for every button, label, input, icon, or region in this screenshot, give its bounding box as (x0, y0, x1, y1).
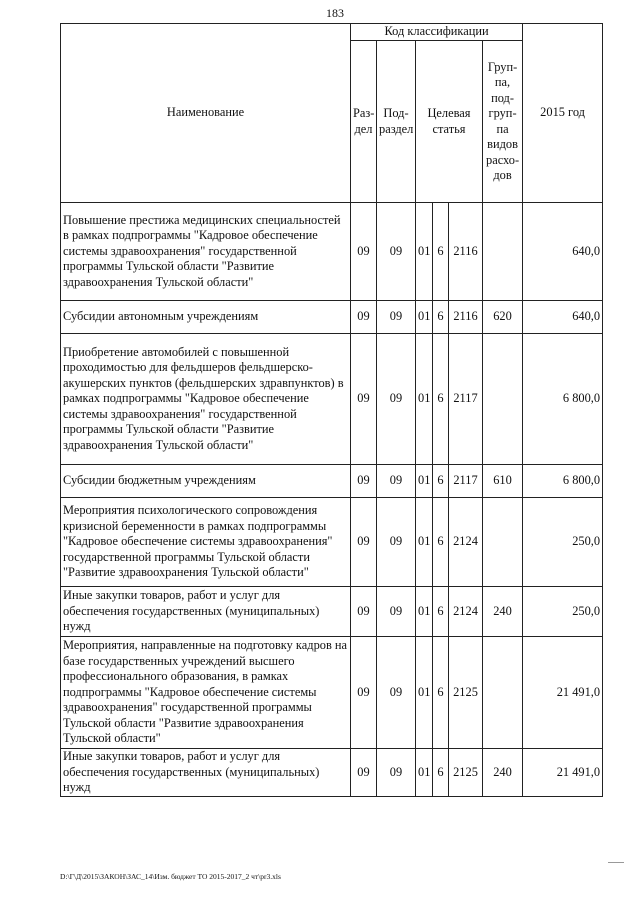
row-target-subprogram: 6 (433, 587, 449, 637)
row-target-subprogram: 6 (433, 749, 449, 797)
row-target-subprogram: 6 (433, 637, 449, 749)
header-target: Целевая статья (416, 41, 483, 203)
row-podrazdel: 09 (377, 203, 416, 301)
row-target-direction: 2116 (449, 301, 483, 334)
row-target-program: 01 (416, 203, 433, 301)
header-code: Код классификации (351, 24, 523, 41)
row-target-subprogram: 6 (433, 334, 449, 465)
row-target-subprogram: 6 (433, 301, 449, 334)
table-row (61, 301, 603, 334)
row-target-direction: 2117 (449, 465, 483, 498)
row-target-program: 01 (416, 587, 433, 637)
table-row (61, 498, 603, 587)
row-name: Приобретение автомобилей с повышенной проходимостью для фельдшеров фельдшерско-акушерских пунктов (фельдшерских здравпунктов) в рамках подпрограммы "Кадровое обеспечение системы здравоохранения" государственной программы Тульской области "Развитие здравоохранения Тульской области" (61, 334, 351, 465)
header-razdel: Раз- дел (351, 41, 377, 203)
row-target-direction: 2125 (449, 637, 483, 749)
row-target-program: 01 (416, 637, 433, 749)
row-name: Субсидии бюджетным учреждениям (61, 465, 351, 498)
row-expense-group: 240 (483, 587, 523, 637)
row-expense-group (483, 203, 523, 301)
table-row (61, 749, 603, 797)
row-razdel: 09 (351, 587, 377, 637)
row-podrazdel: 09 (377, 465, 416, 498)
table-row (61, 587, 603, 637)
row-razdel: 09 (351, 334, 377, 465)
row-amount: 250,0 (523, 498, 603, 587)
header-name: Наименование (61, 24, 351, 203)
row-expense-group: 610 (483, 465, 523, 498)
row-razdel: 09 (351, 203, 377, 301)
row-target-direction: 2116 (449, 203, 483, 301)
row-expense-group (483, 637, 523, 749)
row-podrazdel: 09 (377, 301, 416, 334)
row-target-program: 01 (416, 465, 433, 498)
row-target-program: 01 (416, 498, 433, 587)
row-amount: 250,0 (523, 587, 603, 637)
row-name: Повышение престижа медицинских специальностей в рамках подпрограммы "Кадровое обеспечение системы здравоохранения" государственной программы Тульской области "Развитие здравоохранения Тульской области" (61, 203, 351, 301)
table-row (61, 637, 603, 749)
row-amount: 6 800,0 (523, 465, 603, 498)
row-razdel: 09 (351, 498, 377, 587)
header-podrazdel: Под- раздел (377, 41, 416, 203)
row-target-subprogram: 6 (433, 465, 449, 498)
row-amount: 6 800,0 (523, 334, 603, 465)
table-row (61, 334, 603, 465)
row-name: Субсидии автономным учреждениям (61, 301, 351, 334)
row-amount: 640,0 (523, 203, 603, 301)
row-expense-group (483, 334, 523, 465)
row-amount: 640,0 (523, 301, 603, 334)
row-razdel: 09 (351, 465, 377, 498)
row-amount: 21 491,0 (523, 637, 603, 749)
row-target-program: 01 (416, 301, 433, 334)
row-podrazdel: 09 (377, 498, 416, 587)
budget-table (60, 23, 603, 797)
row-podrazdel: 09 (377, 334, 416, 465)
row-target-subprogram: 6 (433, 498, 449, 587)
row-target-program: 01 (416, 749, 433, 797)
row-expense-group: 240 (483, 749, 523, 797)
row-amount: 21 491,0 (523, 749, 603, 797)
row-expense-group: 620 (483, 301, 523, 334)
row-podrazdel: 09 (377, 749, 416, 797)
row-name: Иные закупки товаров, работ и услуг для обеспечения государственных (муниципальных) нужд (61, 587, 351, 637)
row-razdel: 09 (351, 637, 377, 749)
row-name: Мероприятия психологического сопровождения кризисной беременности в рамках подпрограммы "Кадровое обеспечение системы здравоохранения" государственной программы Тульской области "Развитие здравоохранения Тульской области" (61, 498, 351, 587)
file-path-footer: D:\Г\Д\2015\ЗАКОН\ЗАС_14\Изм. бюджет ТО 2015-2017_2 чт\pr3.xls (60, 872, 281, 881)
page-mark (608, 862, 624, 863)
row-target-direction: 2124 (449, 587, 483, 637)
row-podrazdel: 09 (377, 587, 416, 637)
header-group: Груп- па, под- груп- па видов расхо- дов (483, 41, 523, 203)
row-name: Иные закупки товаров, работ и услуг для обеспечения государственных (муниципальных) нужд (61, 749, 351, 797)
row-razdel: 09 (351, 301, 377, 334)
row-target-direction: 2125 (449, 749, 483, 797)
row-name: Мероприятия, направленные на подготовку кадров на базе государственных учреждений высшего профессионального образования, в рамках подпрограммы "Кадровое обеспечение системы здравоохранения" государственной программы Тульской области "Развитие здравоохранения Тульской области" (61, 637, 351, 749)
row-target-subprogram: 6 (433, 203, 449, 301)
row-razdel: 09 (351, 749, 377, 797)
row-target-direction: 2117 (449, 334, 483, 465)
header-year: 2015 год (523, 24, 603, 203)
row-expense-group (483, 498, 523, 587)
row-podrazdel: 09 (377, 637, 416, 749)
table-row (61, 465, 603, 498)
row-target-direction: 2124 (449, 498, 483, 587)
page-number: 183 (326, 6, 344, 20)
table-row (61, 203, 603, 301)
row-target-program: 01 (416, 334, 433, 465)
